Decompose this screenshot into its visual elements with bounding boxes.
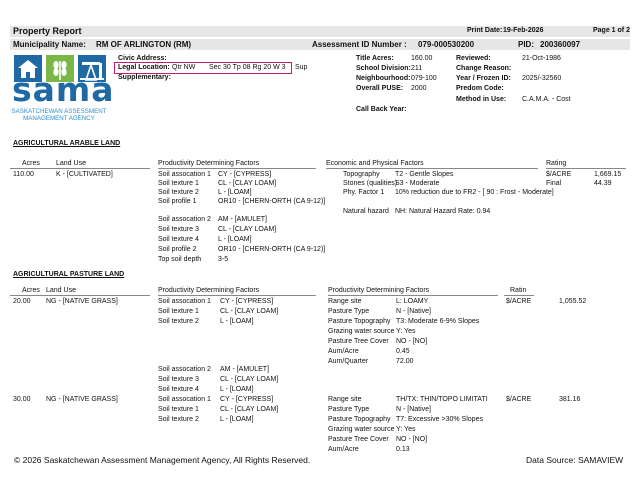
- method: C.A.M.A. - Cost: [522, 96, 571, 103]
- pasture-row1-acres: 20.00: [13, 298, 31, 305]
- supplementary-label: Supplementary:: [118, 74, 171, 81]
- list-item: Phy. Factor 1: [343, 189, 385, 196]
- pasture-row1-rating: 1,055.52: [559, 298, 587, 305]
- overall-puse: 2000: [411, 85, 427, 92]
- footer-copyright: © 2026 Saskatchewan Assessment Management Agency, All Rights Reserved.: [14, 455, 311, 465]
- title-acres: 160.00: [411, 55, 433, 62]
- arable-rule-4: [546, 168, 626, 169]
- arable-rule-1: [10, 168, 150, 169]
- year-frozen-label: Year / Frozen ID:: [456, 75, 511, 82]
- pasture-col-pdf2: Productivity Determining Factors: [328, 287, 430, 294]
- pasture-col-rating: Ratin: [510, 287, 527, 294]
- title-acres-label: Title Acres:: [356, 55, 394, 62]
- list-item: Soil texture 3: [158, 226, 199, 233]
- pasture-row2-acres: 30.00: [13, 396, 31, 403]
- pasture-col-landuse: Land Use: [46, 287, 76, 294]
- change-reason-label: Change Reason:: [456, 65, 512, 72]
- list-item: Stones (qualities): [343, 180, 398, 187]
- list-item: 10% reduction due to FR2 - [ 90 : Frost - Moderate]: [395, 189, 554, 196]
- list-item: AM - [AMULET]: [218, 216, 268, 223]
- predom-code-label: Predom Code:: [456, 85, 504, 92]
- pid-label: PID:: [518, 40, 534, 49]
- list-item: NH: Natural Hazard Rate: 0.94: [395, 208, 491, 215]
- civic-address-label: Civic Address:: [118, 55, 167, 62]
- list-item: S3 - Moderate: [395, 180, 440, 187]
- list-item: Soil texture 4: [158, 236, 199, 243]
- overall-puse-label: Overall PUSE:: [356, 85, 404, 92]
- arable-col-pdf: Productivity Determining Factors: [158, 160, 260, 167]
- arable-col-landuse: Land Use: [56, 160, 86, 167]
- pasture-section-title: AGRICULTURAL PASTURE LAND: [13, 271, 125, 278]
- list-item: Soil texture 2: [158, 189, 199, 196]
- list-item: Natural hazard: [343, 208, 389, 215]
- print-date: 19-Feb-2026: [503, 27, 544, 34]
- pasture-rule-1: [10, 295, 150, 296]
- arable-rule-2: [158, 168, 316, 169]
- neighbourhood-label: Neighbourhood:: [356, 75, 411, 82]
- arable-section-title: AGRICULTURAL ARABLE LAND: [13, 140, 121, 147]
- pasture-row1-rating-label: $/ACRE: [506, 298, 532, 305]
- list-item: CL - [CLAY LOAM]: [218, 226, 277, 233]
- method-label: Method in Use:: [456, 96, 507, 103]
- neighbourhood: 079-100: [411, 75, 437, 82]
- legal-qtr: Qtr NW: [172, 64, 196, 71]
- list-item: CY - [CYPRESS]: [218, 171, 272, 178]
- assessment-id-label: Assessment ID Number :: [312, 40, 407, 49]
- list-item: Soil texture 1: [158, 180, 199, 187]
- logo-wordmark: sama: [12, 70, 115, 109]
- pasture-row2-landuse: NG - [NATIVE GRASS]: [46, 396, 118, 403]
- page-title: Property Report: [13, 26, 82, 36]
- legal-suffix: Sup: [295, 64, 308, 71]
- list-item: CL - [CLAY LOAM]: [218, 180, 277, 187]
- arable-col-epf: Economic and Physical Factors: [326, 160, 424, 167]
- pasture-col-pdf1: Productivity Determining Factors: [158, 287, 260, 294]
- reviewed: 21-Oct-1986: [522, 55, 561, 62]
- list-item: L - [LOAM]: [218, 189, 252, 196]
- legal-location-label: Legal Location:: [118, 64, 170, 71]
- pasture-rule-4: [504, 295, 534, 296]
- arable-col-acres: Acres: [22, 160, 40, 167]
- list-item: Soil assocation 2: [158, 216, 211, 223]
- pasture-row2-rating-label: $/ACRE: [506, 396, 532, 403]
- list-item: OR10 - [CHERN-ORTH (CA 9-12)]: [218, 198, 326, 205]
- pasture-rule-3: [328, 295, 498, 296]
- list-item: 3-5: [218, 256, 229, 263]
- list-item: Topography: [343, 171, 380, 178]
- municipality-label: Municipality Name:: [13, 40, 86, 49]
- arable-landuse: K - [CULTIVATED]: [56, 171, 113, 178]
- list-item: Soil profile 2: [158, 246, 197, 253]
- pasture-row2-rating: 381.16: [559, 396, 581, 403]
- list-item: T2 - Gentle Slopes: [395, 171, 454, 178]
- list-item: Soil profile 1: [158, 198, 197, 205]
- assessment-id: 079-000530200: [418, 40, 475, 49]
- print-date-label: Print Date:: [467, 27, 503, 34]
- arable-acres: 110.00: [13, 171, 34, 178]
- year-frozen: 2025/-32560: [522, 75, 562, 82]
- pid: 200360097: [540, 40, 581, 49]
- list-item: Soil assocation 1: [158, 171, 211, 178]
- logo-subtitle: SASKATCHEWAN ASSESSMENT MANAGEMENT AGENCY: [11, 108, 107, 122]
- municipality-name: RM OF ARLINGTON (RM): [96, 40, 192, 49]
- list-item: OR10 - [CHERN-ORTH (CA 9-12)]: [218, 246, 326, 253]
- school-division-label: School Division:: [356, 65, 411, 72]
- call-back-year-label: Call Back Year:: [356, 106, 407, 113]
- page-number: Page 1 of 2: [593, 27, 630, 34]
- pasture-col-acres: Acres: [22, 287, 40, 294]
- list-item: L - [LOAM]: [218, 236, 252, 243]
- school-division: 211: [411, 65, 423, 72]
- arable-rule-3: [326, 168, 538, 169]
- legal-sec-tp-rg: Sec 30 Tp 08 Rg 20 W 3: [209, 64, 286, 71]
- pasture-row1-landuse: NG - [NATIVE GRASS]: [46, 298, 118, 305]
- arable-col-rating: Rating: [546, 160, 567, 167]
- footer-data-source: Data Source: SAMAVIEW: [526, 455, 624, 465]
- pasture-rule-2: [158, 295, 316, 296]
- reviewed-label: Reviewed:: [456, 55, 491, 62]
- list-item: Top soil depth: [158, 256, 202, 263]
